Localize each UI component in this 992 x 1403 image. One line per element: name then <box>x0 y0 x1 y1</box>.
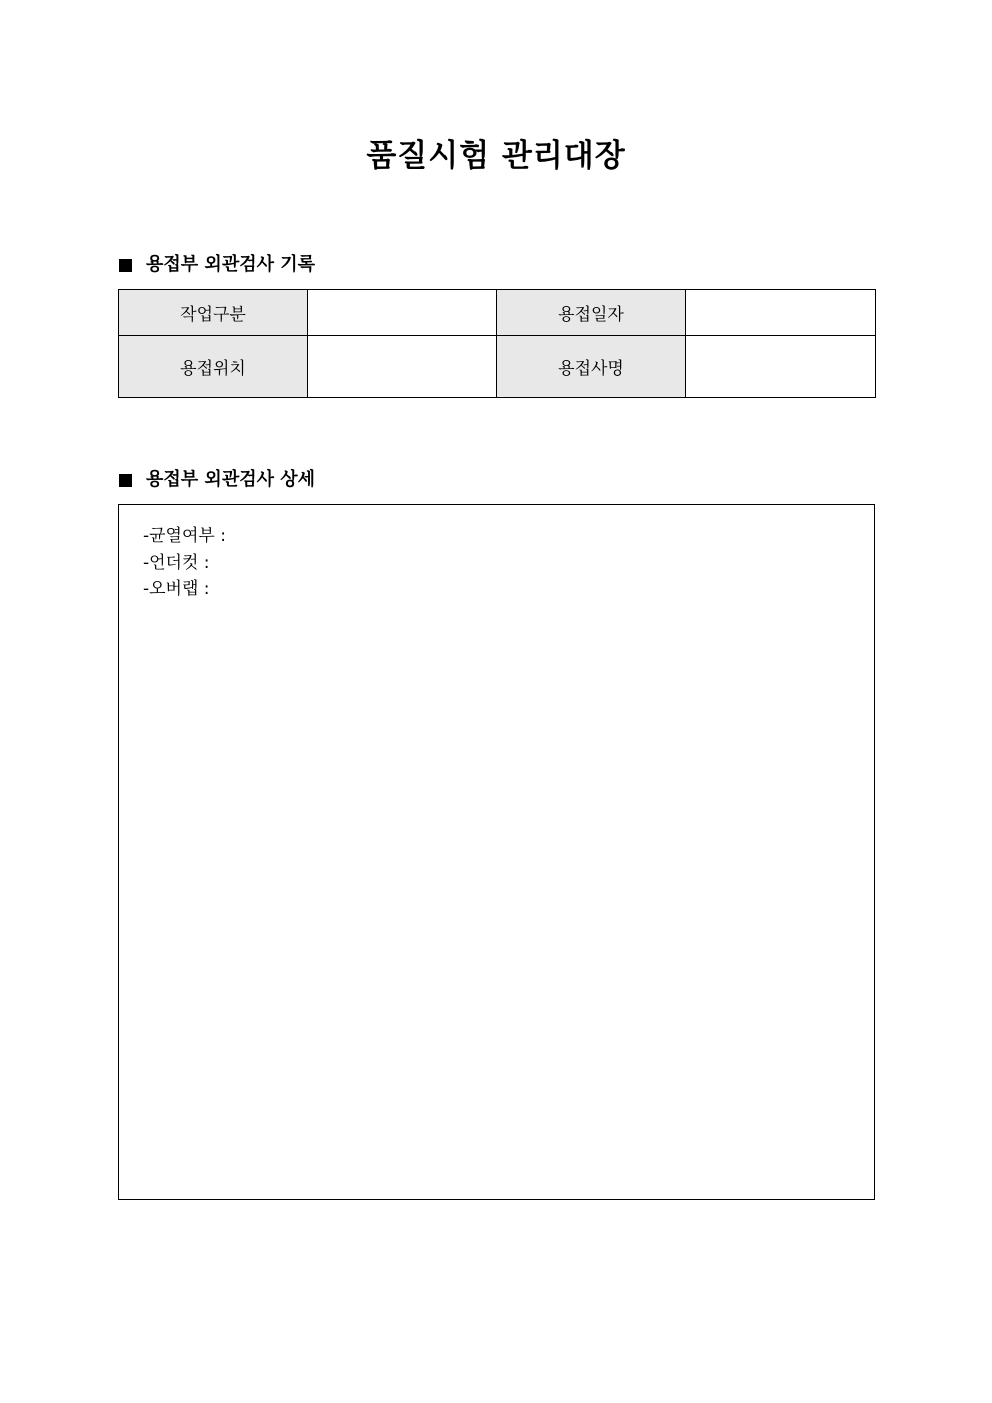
label-welding-date: 용접일자 <box>497 290 686 336</box>
label-work-type: 작업구분 <box>119 290 308 336</box>
table-row <box>119 336 876 398</box>
page-title: 품질시험 관리대장 <box>366 138 626 174</box>
value-work-type[interactable] <box>308 290 497 336</box>
value-welding-date[interactable] <box>686 290 876 336</box>
label-welding-location: 용접위치 <box>119 336 308 398</box>
section-heading-label: 용접부 외관검사 기록 <box>146 254 316 275</box>
record-table <box>118 289 876 398</box>
section-heading-label: 용접부 외관검사 상세 <box>146 469 316 490</box>
detail-line-overlap: -오버랩 : <box>143 579 210 599</box>
section-heading-record <box>119 253 315 277</box>
detail-box[interactable] <box>118 504 875 1200</box>
value-welding-location[interactable] <box>308 336 497 398</box>
detail-line-undercut: -언더컷 : <box>143 552 210 573</box>
detail-line-crack: -균열여부 : <box>143 526 226 546</box>
square-bullet-icon <box>119 474 132 487</box>
square-bullet-icon <box>119 259 132 272</box>
value-welder-name[interactable] <box>686 336 876 398</box>
label-welder-name: 용접사명 <box>497 336 686 398</box>
detail-lines <box>143 523 226 603</box>
table-row <box>119 290 876 336</box>
section-heading-detail <box>119 468 315 492</box>
